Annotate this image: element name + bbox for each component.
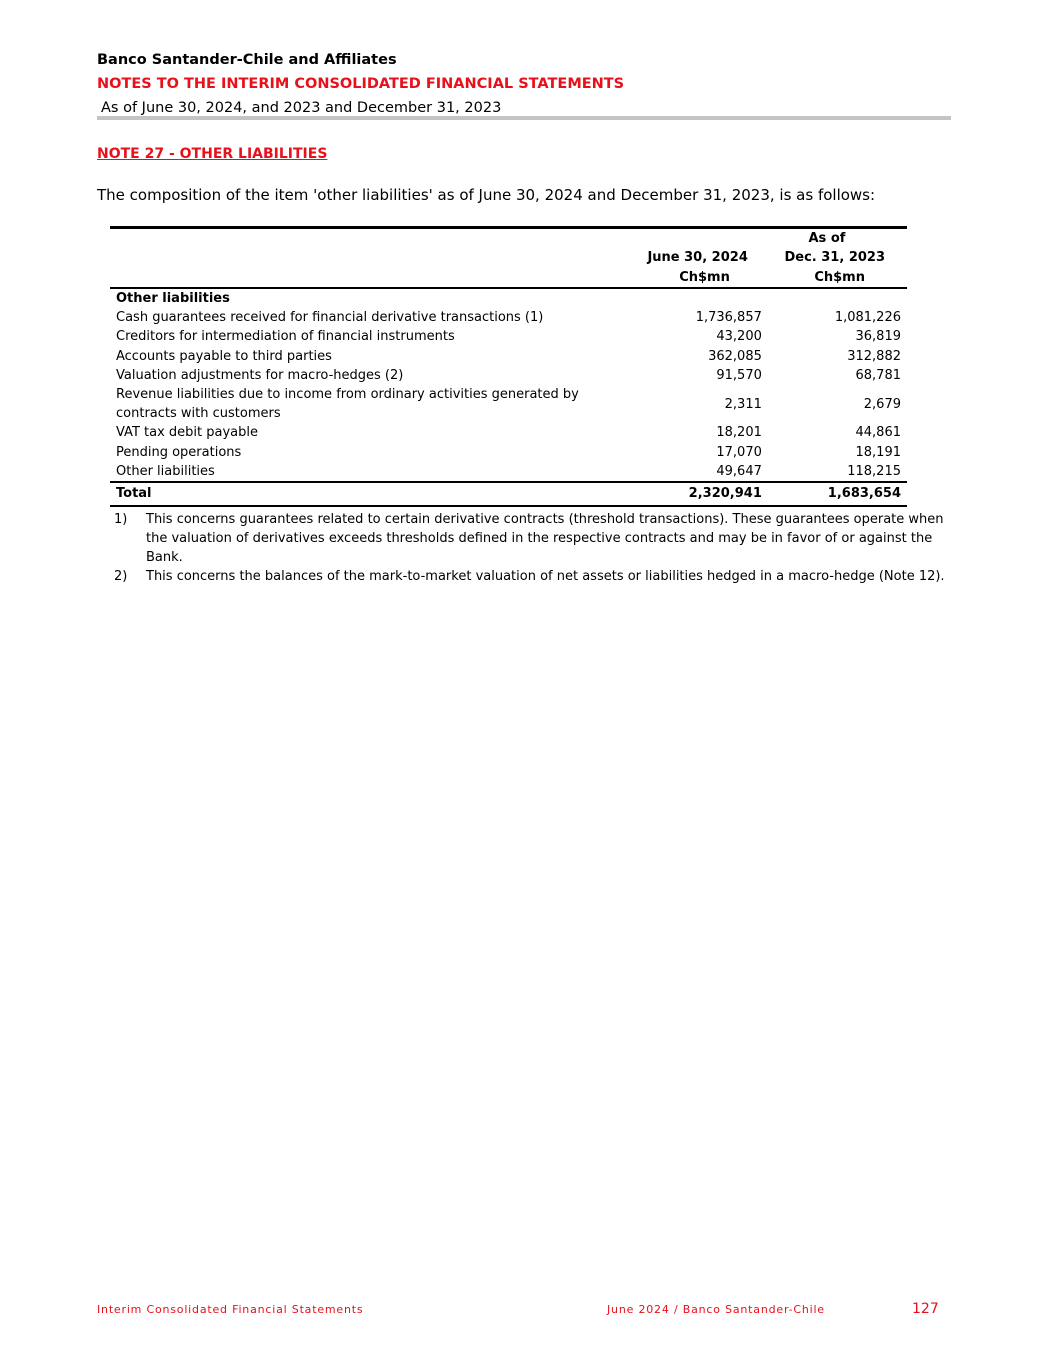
row-label: Accounts payable to third parties (116, 348, 332, 364)
value-2023: 312,882 (847, 348, 901, 364)
value-2024: 362,085 (708, 348, 762, 364)
row-label: Other liabilities (116, 463, 215, 479)
column-header-2023: Dec. 31, 2023 (784, 250, 885, 266)
column-unit-2023: Ch$mn (814, 269, 865, 285)
section-label: Other liabilities (110, 288, 629, 308)
note-title: NOTE 27 - OTHER LIABILITIES (97, 146, 328, 162)
value-2024: 2,311 (724, 396, 762, 412)
table-row (110, 308, 907, 327)
page-number: 127 (912, 1301, 939, 1317)
table-header-units (110, 268, 907, 288)
value-2024: 43,200 (716, 329, 762, 345)
value-2024: 18,201 (716, 425, 762, 441)
footnote (114, 567, 964, 586)
section-header-row (110, 288, 907, 308)
header-divider (97, 116, 951, 120)
row-label: VAT tax debit payable (116, 425, 258, 441)
column-header-2024: June 30, 2024 (647, 250, 748, 266)
value-2023: 1,081,226 (834, 310, 901, 326)
table-row (110, 347, 907, 366)
total-label: Total (110, 482, 629, 506)
value-2023: 44,861 (855, 425, 901, 441)
table-row (110, 366, 907, 385)
as-of-heading: As of (808, 231, 846, 246)
footnote-text: This concerns the balances of the mark-to-market valuation of net assets or liabilities hedged in a macro-hedge (Note 12). (146, 569, 945, 584)
document-header (97, 48, 951, 120)
row-label: Creditors for intermediation of financial instruments (116, 329, 455, 345)
value-2024: 49,647 (716, 463, 762, 479)
value-2024: 17,070 (716, 444, 762, 460)
value-2023: 18,191 (855, 444, 901, 460)
row-label: Pending operations (116, 444, 242, 460)
table-row (110, 462, 907, 482)
value-2024: 1,736,857 (695, 310, 762, 326)
value-2023: 2,679 (863, 396, 901, 412)
footnote (114, 510, 964, 567)
total-2023: 1,683,654 (768, 482, 907, 506)
table-row (110, 385, 907, 423)
value-2023: 36,819 (855, 329, 901, 345)
table-row (110, 443, 907, 462)
table-header-as-of (110, 229, 907, 248)
notes-title: NOTES TO THE INTERIM CONSOLIDATED FINANCIAL STATEMENTS (97, 76, 625, 92)
footer-left: Interim Consolidated Financial Statements (97, 1303, 364, 1316)
as-of-date: As of June 30, 2024, and 2023 and December 31, 2023 (101, 100, 502, 116)
total-row (110, 482, 907, 506)
other-liabilities-table (110, 226, 907, 507)
total-2024: 2,320,941 (629, 482, 768, 506)
value-2023: 68,781 (855, 368, 901, 384)
value-2023: 118,215 (847, 463, 901, 479)
row-label-line-1: Revenue liabilities due to income from ordinary activities generated by (116, 387, 579, 403)
table-row (110, 423, 907, 442)
row-label (110, 385, 629, 423)
footnote-number: 1) (114, 512, 128, 527)
column-unit-2024: Ch$mn (679, 269, 730, 285)
table-header-dates (110, 248, 907, 267)
row-label: Valuation adjustments for macro-hedges (2) (116, 368, 404, 384)
note-intro: The composition of the item 'other liabilities' as of June 30, 2024 and December 31, 2023, is as follows: (97, 186, 876, 204)
footer-center: June 2024 / Banco Santander-Chile (607, 1303, 825, 1316)
table-row (110, 327, 907, 346)
footnote-number: 2) (114, 569, 128, 584)
footnote-text: This concerns guarantees related to certain derivative contracts (threshold transactions). These guarantees operate when the valuation of derivatives exceeds thresholds defined in the respective contracts and may be in favor of or against the Bank. (146, 512, 944, 565)
footnotes (114, 510, 964, 586)
row-label-line-2: contracts with customers (116, 406, 281, 422)
value-2024: 91,570 (716, 368, 762, 384)
row-label: Cash guarantees received for financial derivative transactions (1) (116, 310, 544, 326)
company-name: Banco Santander-Chile and Affiliates (97, 52, 397, 68)
